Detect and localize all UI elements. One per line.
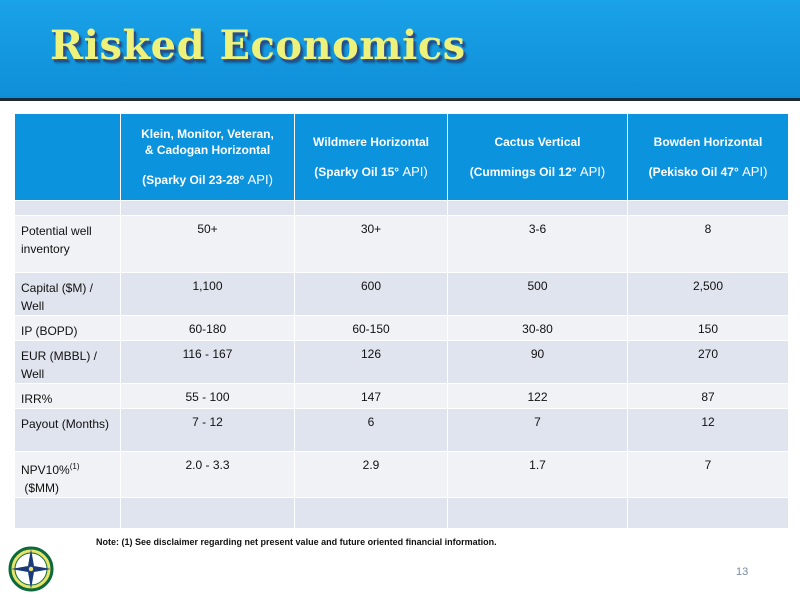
table-cell: 270 — [628, 341, 789, 384]
column-header-line: & Cadogan Horizontal — [144, 143, 271, 157]
table-cell: 126 — [295, 341, 448, 384]
table-cell — [121, 201, 295, 216]
api-text: (Sparky Oil 15° — [314, 165, 403, 179]
table-cell: 1.7 — [448, 452, 628, 498]
table-cell: 150 — [628, 316, 789, 341]
table-cell: 500 — [448, 273, 628, 316]
table-cell: 116 - 167 — [121, 341, 295, 384]
table-row-spacer — [15, 201, 789, 216]
column-header-klein — [121, 114, 295, 201]
column-header-api — [632, 164, 784, 180]
table-cell: 50+ — [121, 216, 295, 273]
table-row — [15, 216, 789, 273]
table-cell: 122 — [448, 384, 628, 409]
table-cell: 12 — [628, 409, 789, 452]
table-cell: 7 — [628, 452, 789, 498]
table-cell: 60-150 — [295, 316, 448, 341]
row-label — [15, 452, 121, 498]
compass-rose-icon — [8, 546, 54, 592]
table-row — [15, 316, 789, 341]
api-text: (Cummings Oil 12° — [469, 165, 580, 179]
row-label: IRR% — [15, 384, 121, 409]
table-row — [15, 452, 789, 498]
title-divider — [0, 98, 800, 101]
row-label: Payout (Months) — [15, 409, 121, 452]
table-cell: 2,500 — [628, 273, 789, 316]
table-cell — [448, 201, 628, 216]
api-text: (Pekisko Oil 47° — [648, 165, 743, 179]
table-cell: 30-80 — [448, 316, 628, 341]
table-cell: 30+ — [295, 216, 448, 273]
table-cell: 60-180 — [121, 316, 295, 341]
api-text: (Sparky Oil 23-28° — [142, 173, 248, 187]
table-cell — [295, 498, 448, 529]
table-cell: 2.0 - 3.3 — [121, 452, 295, 498]
column-header-line: Cactus Vertical — [494, 135, 581, 149]
row-label: EUR (MBBL) / Well — [15, 341, 121, 384]
table-row — [15, 273, 789, 316]
column-header-line: Klein, Monitor, Veteran, — [141, 127, 274, 141]
table-cell — [121, 498, 295, 529]
table-cell: 6 — [295, 409, 448, 452]
header-corner-cell — [15, 114, 121, 201]
table-cell: 7 - 12 — [121, 409, 295, 452]
table-cell: 7 — [448, 409, 628, 452]
table-row — [15, 341, 789, 384]
table-cell: 90 — [448, 341, 628, 384]
footnote-marker: (1) — [69, 462, 80, 471]
table-cell: 55 - 100 — [121, 384, 295, 409]
table-cell: 600 — [295, 273, 448, 316]
table-cell: 1,100 — [121, 273, 295, 316]
table-cell: 87 — [628, 384, 789, 409]
row-label: Potential well inventory — [15, 216, 121, 273]
table-cell — [15, 498, 121, 529]
table-cell: 147 — [295, 384, 448, 409]
table-cell: 8 — [628, 216, 789, 273]
column-header-api — [299, 164, 443, 180]
api-unit: API) — [579, 164, 606, 179]
column-header-cactus — [448, 114, 628, 201]
api-unit: API) — [742, 164, 768, 179]
table-cell — [628, 498, 789, 529]
economics-table — [14, 113, 789, 529]
table-cell — [295, 201, 448, 216]
column-header-api — [452, 164, 623, 180]
table-cell — [448, 498, 628, 529]
row-label: Capital ($M) / Well — [15, 273, 121, 316]
api-unit: API) — [402, 164, 428, 179]
table-row — [15, 384, 789, 409]
column-header-line: Wildmere Horizontal — [313, 135, 429, 149]
table-cell — [628, 201, 789, 216]
table-header-row — [15, 114, 789, 201]
api-unit: API) — [247, 172, 273, 187]
footnote: Note: (1) See disclaimer regarding net present value and future oriented financial information. — [96, 537, 497, 547]
column-header-bowden — [628, 114, 789, 201]
row-label-text: ($MM) — [21, 481, 59, 495]
table-row — [15, 409, 789, 452]
row-label: IP (BOPD) — [15, 316, 121, 341]
table-row-note — [15, 498, 789, 529]
table-cell: 2.9 — [295, 452, 448, 498]
row-label-text: NPV10% — [21, 463, 70, 477]
column-header-wildmere — [295, 114, 448, 201]
table-cell: 3-6 — [448, 216, 628, 273]
column-header-line: Bowden Horizontal — [653, 135, 763, 149]
slide-title: Risked Economics — [50, 22, 466, 69]
page-number: 13 — [736, 566, 749, 578]
table-cell — [15, 201, 121, 216]
column-header-api — [125, 172, 290, 188]
title-bar — [0, 0, 800, 98]
